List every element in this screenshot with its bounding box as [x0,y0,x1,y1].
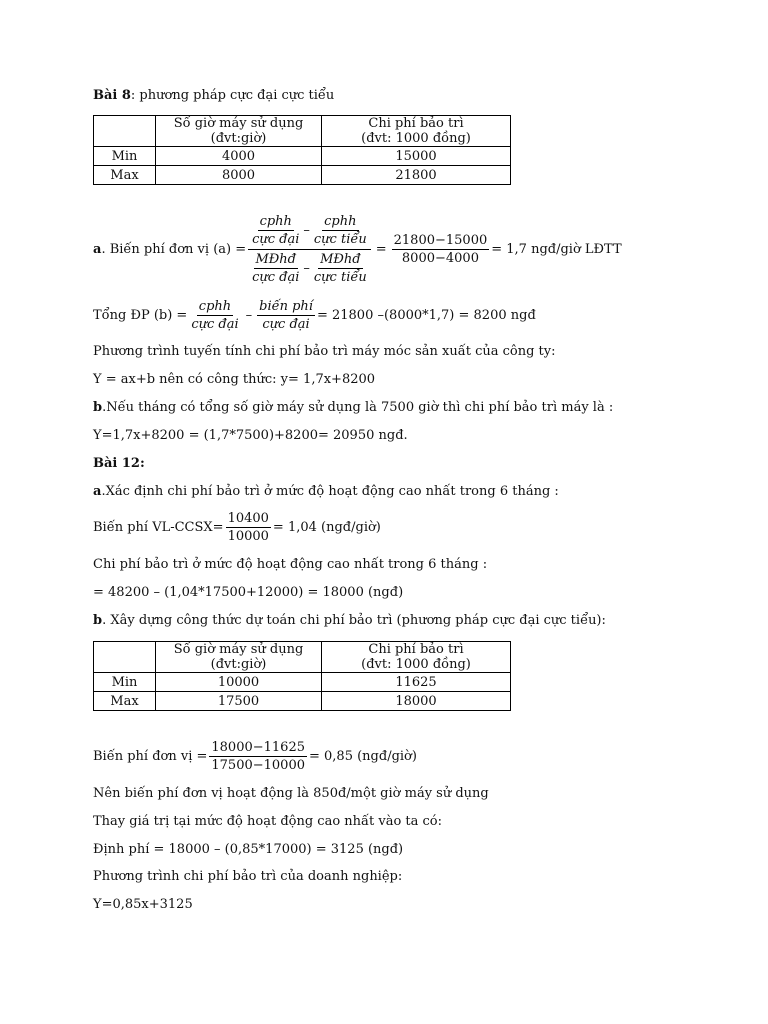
bai12-line1: Chi phí bảo trì ở mức độ hoạt động cao nhất trong 6 tháng : [93,557,488,572]
header-hours: Số giờ máy sử dụng (đvt:giờ) [156,116,322,147]
header-cost: Chi phí bảo trì (đvt: 1000 đồng) [322,642,511,673]
bai8-line1: Phương trình tuyến tính chi phí bảo trì máy móc sản xuất của công ty: [93,344,556,359]
table-row: Min 4000 15000 [94,147,511,166]
bai8-subtitle: : phương pháp cực đại cực tiểu [130,88,335,103]
bai8-title: Bài 8 [93,88,131,103]
bai8-heading [93,88,334,103]
bai8-formula-a: a . Biến phí đơn vị (a) = $\frac{\text{cphh}}{\text{cực đại}}$ – $\frac{\text{cphh}}{\text{cực tiểu}}$ $\frac{\text{MĐhđ}}{\text{cực đại}}$ – $\frac{\text{MĐhđ}}{\text{cực tiểu}}$ = $\frac{21800-15000}{8000-4000}$ = 1,7 ngđ/giờ LĐTT [93,213,622,285]
bai12-formula-vl: Biến phí VL-CCSX= $\frac{10400}{10000}$ = 1,04 (ngđ/giờ) [93,510,381,544]
bai12-line3: Nên biến phí đơn vị hoạt động là 850đ/một giờ máy sử dụng [93,786,489,801]
complex-fraction: $\frac{\text{cphh}}{\text{cực đại}}$ – $\frac{\text{cphh}}{\text{cực tiểu}}$ $\frac{\text{MĐhđ}}{\text{cực đại}}$ – $\frac{\text{MĐhđ}}{\text{cực tiểu}}$ [248,214,371,285]
bai8-line3: Y=1,7x+8200 = (1,7*7500)+8200= 20950 ngđ. [93,428,408,443]
bai12-line4: Thay giá trị tại mức độ hoạt động cao nhất vào ta có: [93,814,443,829]
bai8-line-b: b.Nếu tháng có tổng số giờ máy sử dụng là 7500 giờ thì chi phí bảo trì máy là : [93,400,614,415]
bai12-title: Bài 12: [93,456,145,471]
bai12-line6: Phương trình chi phí bảo trì của doanh nghiệp: [93,869,403,884]
bai12-table [93,641,511,711]
table-row: Max 17500 18000 [94,692,511,711]
bai12-line5: Định phí = 18000 – (0,85*17000) = 3125 (ngđ) [93,842,404,857]
bai8-table [93,115,511,185]
header-hours: Số giờ máy sử dụng (đvt:giờ) [156,642,322,673]
bai8-line2: Y = ax+b nên có công thức: y= 1,7x+8200 [93,372,376,387]
bai12-formula-bp: Biến phí đơn vị = $\frac{18000-11625}{17500-10000}$ = 0,85 (ngđ/giờ) [93,739,417,773]
table-row: Max 8000 21800 [94,166,511,185]
numeric-fraction: $\frac{21800-15000}{8000-4000}$ [393,232,488,266]
bai12-line2: = 48200 – (1,04*17500+12000) = 18000 (ngđ) [93,585,404,600]
bai8-formula-b: Tổng ĐP (b) = $\frac{\text{cphh}}{\text{cực đại}}$ – $\frac{\text{biến phí}}{\text{cực đại}}$ = 21800 –(8000*1,7) = 8200 ngđ [93,298,536,332]
table-row: Min 10000 11625 [94,673,511,692]
bai12-line-b: b. Xây dựng công thức dự toán chi phí bảo trì (phương pháp cực đại cực tiểu): [93,613,606,628]
bai12-line7: Y=0,85x+3125 [93,897,193,912]
bai12-line-a: a.Xác định chi phí bảo trì ở mức độ hoạt động cao nhất trong 6 tháng : [93,484,559,499]
header-cost: Chi phí bảo trì (đvt: 1000 đồng) [322,116,511,147]
